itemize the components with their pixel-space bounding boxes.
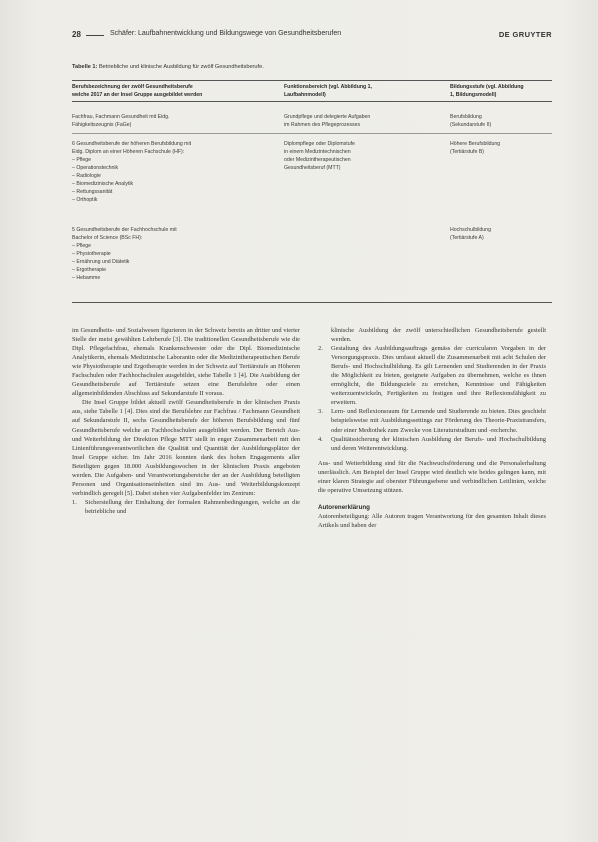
cell-line: Hochschulbildung: [450, 227, 491, 233]
table-row-2-col2: [284, 140, 355, 172]
paragraph: im Gesundheits- und Sozialwesen figurieren in der Schweiz bereits an dritter und vierter Stelle der meist gewählten Lehrberufe [3]. Die traditionellen Gesundheitsberufe wie die Dipl. Pflegefachfrau, ehemals Krankenschwester oder die Dipl. Biomedizinische Analytikerin, ehemals Medizinische Laborantin oder die Medizintherapeutischen Berufe wie Physiotherapie und Ergotherapie werden in der Schweiz auf Tertiärstufe an Höheren Fachschulen oder Fachhochschulen ausgebildet, siehe Tabelle 1 [4]. Die Ausbildung der Gesundheitsberufe auf Tertiärstufe setzen eine Berufslehre oder einen allgemeinbildenden Abschluss auf Sekundarstufe II voraus.: [72, 327, 300, 398]
cell-line: im Rahmen des Pflegeprozesses: [284, 122, 361, 128]
table-row-1-col2: [284, 113, 370, 129]
header-line: 1, Bildungsmodell): [450, 92, 497, 98]
table-header-col1: [72, 83, 262, 99]
table-caption-label: Tabelle 1:: [72, 64, 98, 70]
header-line: Berufsbezeichnung der zwölf Gesundheitsberufe: [72, 84, 193, 90]
cell-line: Eidg. Diplom an einer Höheren Fachschule (HF):: [72, 149, 185, 155]
header-line: Bildungsstufe (vgl. Abbildung: [450, 84, 524, 90]
table-row-2-col3: [450, 140, 500, 156]
header-line: welche 2017 an der Insel Gruppe ausgebildet werden: [72, 92, 203, 98]
list-item: [72, 498, 300, 516]
body-column-right: [318, 326, 546, 530]
table-row-1-col1: [72, 113, 169, 129]
table-row-2-col1: [72, 140, 191, 204]
task-list: [72, 498, 300, 516]
cell-line: Gesundheitsberuf (MTT): [284, 165, 341, 171]
running-title: Schäfer: Laufbahnentwicklung und Bildungswege von Gesundheitsberufen: [110, 30, 342, 37]
table-row-1-col3: [450, 113, 491, 129]
cell-line: Fähigkeitszeugnis (FaGe): [72, 122, 132, 128]
list-number: 2.: [318, 345, 323, 353]
list-item-text: klinische Ausbildung der zwölf unterschiedlichen Gesundheitsberufe gestellt werden.: [331, 327, 546, 344]
list-item: [318, 326, 546, 344]
publisher-logo: DE GRUYTER: [498, 30, 552, 39]
cell-line: – Rettungssanität: [72, 189, 113, 195]
cell-line: 5 Gesundheitsberufe der Fachhochschule mit: [72, 227, 177, 233]
cell-line: (Tertiärstufe B): [450, 149, 485, 155]
table-header-col2: [284, 83, 444, 99]
cell-line: – Pflege: [72, 243, 92, 249]
table-row-3-col1: [72, 226, 177, 282]
running-header: [72, 30, 552, 42]
cell-line: Fachfrau, Fachmann Gesundheit mit Eidg.: [72, 114, 170, 120]
cell-line: – Biomedizinische Analytik: [72, 181, 134, 187]
cell-line: Höhere Berufsbildung: [450, 141, 501, 147]
list-number: 1.: [72, 498, 77, 506]
table-row-rule: [72, 133, 552, 134]
cell-line: in einem Medizintechnischen: [284, 149, 351, 155]
header-line: Funktionsbereich (vgl. Abbildung 1,: [284, 84, 372, 90]
list-number: 3.: [318, 408, 323, 416]
table-top-rule: [72, 80, 552, 81]
table-row-3-col3: [450, 226, 491, 242]
cell-line: – Radiologie: [72, 173, 101, 179]
header-line: Laufbahnmodell): [284, 92, 326, 98]
list-number: 4.: [318, 435, 323, 443]
table-bottom-rule: [72, 302, 552, 303]
task-list-continued: [318, 326, 546, 453]
table-caption-text: Betriebliche und klinische Ausbildung für zwölf Gesundheitsberufe.: [98, 64, 264, 70]
paragraph: Aus- und Weiterbildung sind für die Nachwuchsförderung und die Personalerhaltung unerlässlich. Am Beispiel der Insel Gruppe wird deutlich wie beides gelingen kann, mit einer klaren Strategie auf oberster Führungsebene und verbindlichen Leitlinien, welche die operative Umsetzung stützen.: [318, 459, 546, 494]
cell-line: 6 Gesundheitsberufe der höheren Berufsbildung mit: [72, 141, 192, 147]
cell-line: – Physiotherapie: [72, 251, 111, 257]
cell-line: Diplompflege oder Diplomstufe: [284, 141, 355, 147]
list-item-text: Sicherstellung der Einhaltung der formalen Rahmenbedingungen, welche an die betriebliche und: [85, 498, 300, 515]
cell-line: (Tertiärstufe A): [450, 235, 484, 241]
paragraph: Die Insel Gruppe bildet aktuell zwölf Gesundheitsberufe in der klinischen Praxis aus, siehe Tabelle 1 [4]. Dies sind die Berufslehre zur Fachfrau / Fachmann Gesundheit auf Sekundarstufe II, sechs Gesundheitsberufe der höheren Berufsbildung und fünf Gesundheitsberufe welche an Fachhochschulen ausgebildet werden. Der Bereich Aus- und Weiterbildung der Direktion Pflege MTT stellt in enger Zusammenarbeit mit den Linienführungsverantwortlichen die Qualität und Quantität der Ausbildungsplätze der Insel Gruppe sicher. Im Jahr 2016 konnten dank des hohen Engagements aller Beteiligten gegen 18.000 Ausbildungswochen in der klinischen Praxis angeboten werden. Die Aufgaben- und Verantwortungsbereiche der an der Ausbildung beteiligten Personen und Organisationseinheiten sind im Aus- und Weiterbildungskonzept verbindlich geregelt [5]. Dabei stehen vier Aufgabenfelder im Zentrum:: [72, 399, 300, 497]
list-item-text: Lern- und Reflexionsraum für Lernende und Studierende zu bieten. Dies geschieht beispielsweise mit Ausbildungssettings zur Förderung des Theorie-Praxistransfers, oder einer Mediothek zum Zwecke von Literaturstudium und -recherche.: [331, 408, 546, 434]
cell-line: – Ernährung und Diätetik: [72, 259, 130, 265]
cell-line: Berufsbildung: [450, 114, 482, 120]
cell-line: – Operationstechnik: [72, 165, 119, 171]
cell-line: – Pflege: [72, 157, 92, 163]
table-header-rule: [72, 101, 552, 102]
paragraph: Autorenbeteiligung: Alle Autoren tragen Verantwortung für den gesamten Inhalt dieses Artikels und haben der: [318, 512, 546, 529]
table-caption: [72, 64, 552, 70]
cell-line: Grundpflege und delegierte Aufgaben: [284, 114, 371, 120]
cell-line: – Ergotherapie: [72, 267, 107, 273]
cell-line: – Hebamme: [72, 275, 101, 281]
page-number: 28: [72, 30, 81, 39]
body-column-left: [72, 326, 300, 516]
cell-line: – Orthoptik: [72, 197, 98, 203]
list-item: [318, 407, 546, 434]
table-header-col3: [450, 83, 552, 99]
section-heading: Autorenerklärung: [318, 503, 370, 511]
list-item-text: Qualitätssicherung der klinischen Ausbildung der Berufs- und Hochschulbildung und deren Weiterentwicklung.: [331, 435, 546, 452]
list-item: [318, 344, 546, 407]
cell-line: (Sekundarstufe II): [450, 122, 492, 128]
header-dash: [86, 35, 104, 36]
cell-line: Bachelor of Science (BSc FH):: [72, 235, 143, 241]
list-item-text: Gestaltung des Ausbildungsauftrags gemäss der curricularen Vorgaben in der Versorgungspraxis. Dies umfasst aktuell die Zusammenarbeit mit acht Schulen der Berufs- und Hochschulbildung. Es gilt Lernenden und Studierenden in der Praxis die Möglichkeit zu bieten, geeignete Aufgaben zu übernehmen, welche es ihnen ermöglicht, die Bildungsziele zu erreichen, Kenntnisse und Fähigkeiten weiterzuentwickeln, Fertigkeiten zu festigen und ihre Reflexionsfähigkeit zu erweitern.: [331, 345, 546, 407]
list-item: [318, 435, 546, 453]
cell-line: oder Medizintherapeutischen: [284, 157, 351, 163]
